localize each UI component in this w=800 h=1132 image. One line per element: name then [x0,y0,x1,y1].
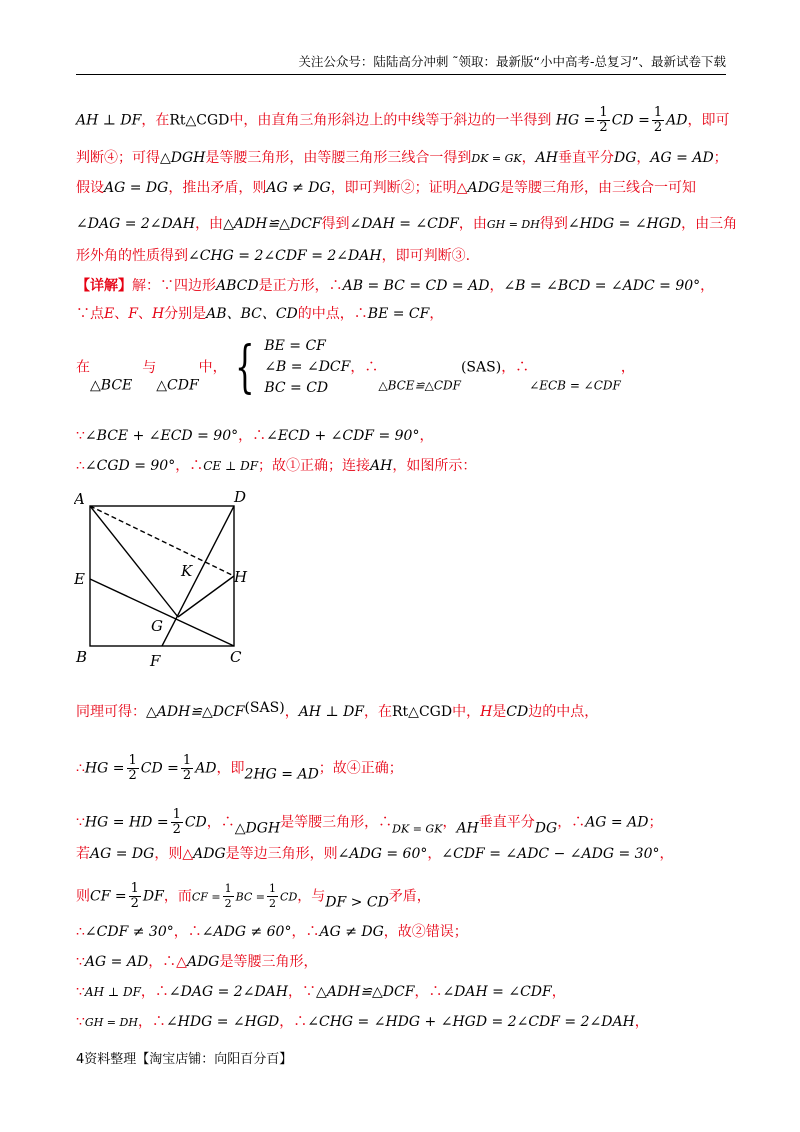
math: F [128,306,138,322]
math: ABCD [216,278,259,294]
text: ，∴ [137,1014,166,1030]
solution-line-12 [76,952,318,972]
math: ∠DAH = ∠CDF [349,216,459,232]
text: ，而 [163,888,192,905]
math: (SAS) [244,700,285,716]
analysis-line-5 [76,246,470,266]
math: AB = BC = CD = AD [342,278,490,294]
text: ；故①正确；连接 [258,458,371,474]
math: CE ⊥ DF [203,459,259,473]
text: ， [620,359,635,376]
fraction [129,882,141,911]
label-b: B [76,648,88,666]
text: 分别是 [164,306,207,322]
fraction [127,754,139,783]
text: 是等边三角形，则 [225,846,338,862]
math: △DGH [234,820,281,837]
label-k: K [181,562,193,580]
segment-ah-dashed [90,506,234,576]
math: HG = [84,760,125,777]
text: 、 [137,306,152,322]
math: BE = CF [367,306,430,322]
text: 是等腰三角形，由三线合一可知 [500,180,696,196]
system-row: BC = CD [264,380,329,396]
label-h: H [234,568,248,586]
solution-line-4 [76,426,433,446]
math: BC = [235,890,266,904]
math: CD [184,814,207,831]
numerator: 1 [172,807,181,822]
math: H [480,704,493,720]
math: (SAS) [460,359,502,376]
text: ，∴ [291,924,320,940]
text: ，∴ [206,814,235,831]
text: ， [634,1014,649,1030]
solution-line-6 [76,698,598,722]
math: AG ≠ DG [266,180,331,196]
math: GH = DH [84,1016,138,1029]
math: CF = [90,888,127,905]
text: ，则△ [154,846,194,862]
math: ∠ADG ≠ 60° [201,924,292,940]
text: ，∴ [279,1014,308,1030]
text: 若 [76,846,90,862]
label-e: E [74,570,85,588]
text: ，由三角 [681,216,738,232]
math: E [104,306,115,322]
math: ∠HDG = ∠HGD [165,1014,280,1030]
segment-df [162,506,234,646]
brace-icon: { [234,334,255,400]
text: 得到 [539,216,568,232]
text: 解：∵四边形 [132,278,216,294]
fraction [223,882,234,911]
math: ∠ADG = 60° [337,846,428,862]
analysis-line-4 [76,214,737,235]
math: AD [666,112,688,129]
math: HG = [555,112,596,129]
text: 是等腰三角形，由等腰三角形三线合一得到 [205,150,472,166]
math: HG = HD = [84,814,169,831]
text: ，∵ [287,984,316,1000]
solution-line-8 [76,808,662,840]
footer-text: 资料整理【淘宝店铺：向阳百分百】 [84,1052,293,1067]
text: 同理可得： [76,704,146,720]
fraction [171,808,183,837]
text: ， [551,984,566,1000]
label-c: C [230,648,242,666]
text: ，推出矛盾，则 [168,180,267,196]
segment-ec [90,579,234,646]
math: ADG [186,954,220,970]
math: ∠BCE + ∠ECD = 90° [84,428,239,444]
text: 假设 [76,180,104,196]
math: ∠CHG = 2∠CDF = 2∠DAH [188,248,382,264]
label-a: A [74,490,85,508]
math: AD [195,760,217,777]
text: ，∴ [238,428,267,444]
math: AG = AD [84,954,149,970]
text: ，即可判断③. [381,248,471,264]
math: H [151,306,165,322]
math: AH [456,820,479,837]
solution-line-5 [76,456,476,476]
analysis-line-3 [76,178,696,198]
text: ，即 [216,760,245,777]
denominator: 2 [172,822,181,837]
text: ∴ [76,760,85,777]
math: △ADH≌△DCF [223,216,322,232]
text: ，在 [141,112,170,129]
math: CF = [191,890,221,904]
text: 是正方形，∴ [258,278,343,294]
solution-line-9 [76,844,673,864]
text: ， [427,846,442,862]
text: 是等腰三角形，∴ [280,814,393,831]
fraction [267,882,278,911]
label-f: F [150,652,161,670]
text: 得到 [321,216,350,232]
math: △BCE [90,377,133,394]
text: ，∴ [350,359,379,376]
math: ∠ECD + ∠CDF = 90° [266,428,420,444]
math: CD [506,704,529,720]
numerator: 1 [269,882,277,895]
numerator: 1 [224,882,232,895]
text: ，∴ [501,359,530,376]
text: ∴ [76,924,85,940]
math: DF [142,888,164,905]
system-row: BE = CF [264,338,326,354]
text: ， [521,150,536,166]
solution-label: 【详解】 [76,278,132,294]
segment-gh [178,576,234,617]
denominator: 2 [599,120,608,135]
text: ，∴ [414,984,443,1000]
math: CD [280,890,298,904]
text: ，在 [364,704,393,720]
text: 边的中点， [528,704,599,720]
denominator: 2 [130,896,139,911]
math: DG [534,820,558,837]
text: ， [636,150,651,166]
math: ∠B = ∠BCD = ∠ADC = 90° [503,278,701,294]
text: ， [659,846,674,862]
math: AH [535,150,558,166]
segment-ag [90,506,178,617]
math: CD = [611,112,650,129]
math: ∠HDG = ∠HGD [567,216,682,232]
math: AH ⊥ DF [76,112,142,129]
text: 是 [492,704,507,720]
text: ，由 [458,216,487,232]
text: ∵ [76,1014,85,1030]
text: ，∴ [175,458,204,474]
math: CD = [140,760,179,777]
text: 在 [76,359,90,376]
fraction [597,106,609,135]
solution-line-1 [76,276,714,296]
math: ADG [467,180,500,196]
text: 判断④；可得 [76,150,160,166]
math: ∠CGD = 90° [84,458,176,474]
numerator: 1 [128,753,137,768]
numerator: 1 [653,105,663,120]
math: 2HG = AD [244,766,319,783]
text: 与 [142,359,157,376]
math: GH = DH [486,218,540,231]
text: ∵ [76,428,85,444]
math: AH ⊥ DF [298,704,365,720]
label-d: D [234,488,247,506]
text: 则 [76,888,90,905]
text: 中， [452,704,481,720]
solution-line-2 [76,304,443,324]
text: ，∴ [140,984,169,1000]
denominator: 2 [224,897,232,910]
text: 中，由直角三角形斜边上的中线等于斜边的一半得到 [229,112,552,129]
text: ，即可 [687,112,730,129]
math: AB、BC、CD [206,306,298,322]
math: DK = GK [392,822,443,836]
text: 的中点，∴ [297,306,368,322]
text: ∵点 [76,306,104,322]
page-number: 4 [76,1052,85,1067]
text: 中， [198,359,227,376]
fraction [652,106,664,135]
math: △DGH [160,150,206,166]
math: AG = AD [650,150,714,166]
text: ，即可判断②；证明△ [330,180,468,196]
math: ∠CDF = ∠ADC − ∠ADG = 30° [441,846,660,862]
math: Rt△CGD [392,704,453,720]
square-geometry-figure [74,484,254,674]
analysis-line-2 [76,148,728,169]
text: 矛盾， [388,888,431,905]
math: DG [613,150,637,166]
text: ；故④正确； [318,760,403,777]
text: ， [419,428,434,444]
solution-line-13 [76,982,566,1002]
math: DF > CD [325,894,389,911]
text: 垂直平分 [478,814,535,831]
text: ，∴△ [148,954,187,970]
numerator: 1 [130,881,139,896]
solution-line-11 [76,922,468,942]
text: ， [442,814,457,831]
text: ∴ [76,458,85,474]
math: Rt△CGD [169,112,230,129]
math: ∠DAH = ∠CDF [442,984,552,1000]
text: ∵ [76,814,85,831]
text: ∵ [76,984,85,1000]
page-header: 关注公众号：陆陆高分冲刺 ˜领取：最新版“小中高考-总复习”、最新试卷下载 [76,52,726,75]
math: AG = DG [104,180,169,196]
denominator: 2 [128,768,137,783]
text: ； [713,150,728,166]
numerator: 1 [599,105,608,120]
text: ，与 [297,888,326,905]
text: ， [700,278,715,294]
text: ，∴ [557,814,586,831]
denominator: 2 [653,120,663,135]
math: DK = GK [471,152,522,165]
text: ， [489,278,504,294]
text: ，故②错误； [383,924,468,940]
math: AH ⊥ DF [84,985,141,999]
label-g: G [151,617,163,635]
equation-system [264,336,350,399]
math: △BCE≌△CDF [378,378,461,393]
text: ； [648,814,663,831]
math: ∠DAG = 2∠DAH [168,984,288,1000]
text: ， [284,704,299,720]
text: 形外角的性质得到 [76,248,188,264]
numerator: 1 [182,753,192,768]
denominator: 2 [182,768,192,783]
denominator: 2 [269,897,277,910]
solution-line-10 [76,882,431,913]
math: ∠ECB = ∠CDF [529,378,621,393]
text: ，∴ [173,924,202,940]
solution-line-7 [76,754,403,785]
analysis-line-1 [76,106,729,135]
math: AH [370,458,393,474]
solution-line-14 [76,1012,649,1033]
solution-line-3 [76,336,635,399]
text: ∵ [76,954,85,970]
math: ∠CDF ≠ 30° [84,924,174,940]
math: AG = AD [585,814,649,831]
text: ，如图所示： [392,458,477,474]
math: AG ≠ DG [319,924,384,940]
math: ∠DAG = 2∠DAH [76,216,196,232]
math: △ADH≌△DCF [315,984,415,1000]
text: 是等腰三角形， [219,954,318,970]
math: △CDF [156,377,199,394]
system-row: ∠B = ∠DCF [264,359,351,375]
fraction [181,754,193,783]
text: 、 [114,306,129,322]
math: AG = DG [90,846,155,862]
text: ， [429,306,444,322]
page-footer [76,1048,292,1067]
math: △ADH≌△DCF [146,704,245,720]
text: ，由 [195,216,224,232]
text: 垂直平分 [557,150,614,166]
math: ADG [193,846,226,862]
math: ∠CHG = ∠HDG + ∠HGD = 2∠CDF = 2∠DAH [307,1014,635,1030]
